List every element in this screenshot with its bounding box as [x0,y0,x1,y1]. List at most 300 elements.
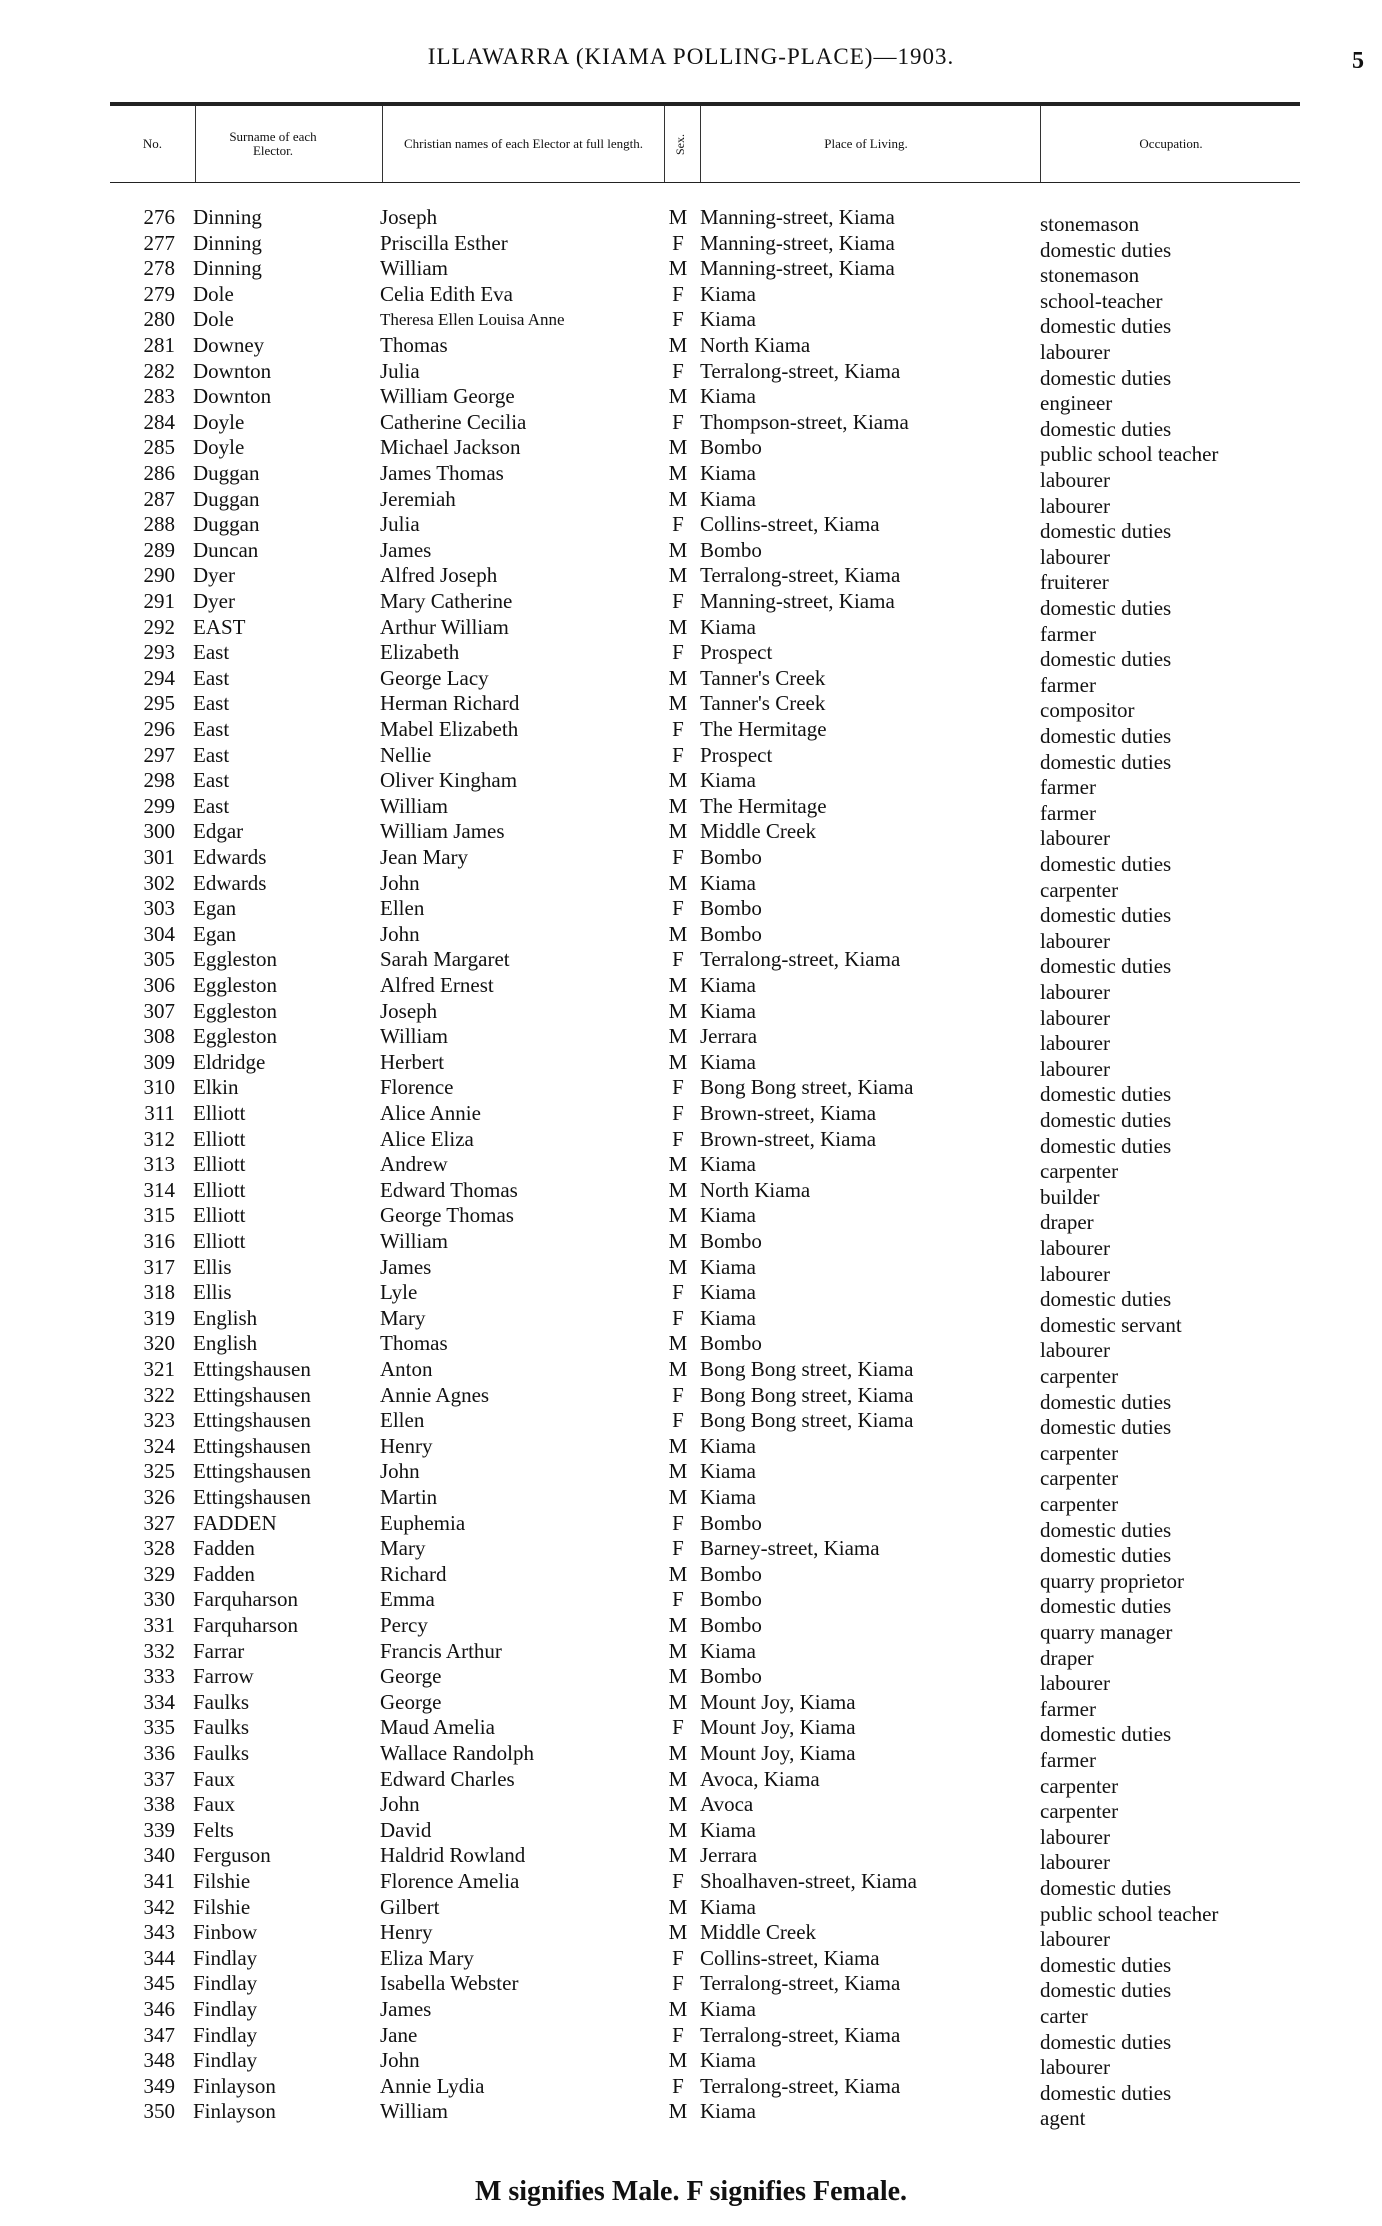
elector-surname: Elkin [193,1075,239,1100]
elector-surname: Elliott [193,1101,246,1125]
elector-row [0,1510,1382,1542]
elector-number: 331 [143,1613,175,1637]
elector-surname: Duncan [193,537,259,562]
elector-sex: M [668,537,688,562]
elector-occupation: domestic duties [1040,596,1172,620]
elector-occupation: carpenter [1040,1773,1119,1798]
elector-place: Kiama [700,1049,756,1074]
elector-sex: M [668,768,688,793]
elector-surname: East [193,742,230,767]
elector-row [0,1741,1382,1772]
header-sex: Sex. [673,133,687,155]
elector-place: Tanner's Creek [700,691,826,716]
elector-sex: M [668,1433,688,1458]
elector-place: Kiama [700,614,756,639]
elector-surname: Dole [193,307,234,332]
elector-number: 299 [143,793,175,818]
elector-christian-names: Sarah Margaret [380,947,510,972]
elector-number: 327 [143,1510,175,1535]
elector-sex: F [672,1101,684,1125]
elector-christian-names: Alfred Ernest [380,973,494,997]
elector-sex: M [668,1843,688,1868]
elector-christian-names: Lyle [380,1280,418,1305]
elector-surname: Eldridge [193,1049,266,1074]
elector-place: Bombo [700,1587,762,1612]
elector-place: Kiama [700,1280,756,1305]
elector-place: Kiama [700,1638,756,1663]
elector-place: Kiama [700,281,756,306]
elector-place: Terralong-street, Kiama [700,947,901,972]
elector-occupation: public school teacher [1040,442,1219,467]
elector-surname: Duggan [193,461,260,485]
elector-place: Kiama [700,768,756,793]
elector-sex: M [668,1152,688,1177]
elector-christian-names: Florence Amelia [380,1869,520,1893]
elector-surname: Finbow [193,1920,258,1945]
elector-christian-names: Henry [380,1433,433,1458]
elector-surname: Farquharson [193,1587,298,1612]
elector-place: Brown-street, Kiama [700,1126,877,1151]
elector-occupation: domestic duties [1040,1082,1172,1107]
elector-place: Kiama [700,1305,756,1330]
elector-row [0,281,1382,313]
elector-christian-names: Annie Agnes [380,1382,490,1407]
elector-christian-names: Alice Eliza [380,1126,474,1151]
elector-number: 294 [143,665,175,690]
elector-number: 341 [143,1869,175,1893]
elector-occupation: domestic duties [1040,724,1172,748]
elector-sex: M [668,665,688,690]
elector-occupation: labourer [1040,928,1110,953]
elector-occupation: domestic duties [1040,1389,1172,1414]
elector-christian-names: James [380,1997,432,2021]
elector-sex: M [668,1203,688,1228]
elector-occupation: stonemason [1040,212,1140,236]
elector-occupation: draper [1040,1210,1094,1235]
elector-surname: Edgar [193,819,244,844]
elector-row [0,614,1382,646]
elector-christian-names: Annie Lydia [380,2073,485,2098]
elector-christian-names: Edward Thomas [380,1177,518,1202]
elector-surname: Doyle [193,435,245,460]
elector-row [0,1280,1382,1312]
elector-place: Avoca, Kiama [700,1766,820,1791]
elector-christian-names: Michael Jackson [380,435,521,460]
elector-sex: M [668,1254,688,1279]
elector-occupation: labourer [1040,493,1110,518]
elector-christian-names: Euphemia [380,1510,466,1535]
elector-sex: F [672,1536,684,1561]
elector-row [0,1229,1382,1260]
elector-surname: Findlay [193,2048,258,2073]
elector-sex: M [668,563,688,588]
elector-number: 302 [143,870,175,895]
elector-place: Bombo [700,1613,762,1637]
elector-row [0,230,1382,262]
elector-place: Kiama [700,1894,756,1919]
elector-number: 321 [143,1357,175,1381]
elector-surname: Findlay [193,2022,258,2047]
elector-number: 344 [143,1945,175,1970]
elector-number: 287 [143,486,175,511]
elector-surname: Elliott [193,1203,246,1228]
elector-sex: F [672,742,684,767]
elector-christian-names: John [380,921,420,946]
elector-number: 320 [143,1331,175,1356]
elector-christian-names: Haldrid Rowland [380,1843,526,1868]
elector-christian-names: Percy [380,1613,428,1637]
elector-place: Mount Joy, Kiama [700,1689,856,1714]
elector-occupation: domestic duties [1040,237,1172,262]
elector-place: Kiama [700,461,756,485]
elector-place: Tanner's Creek [700,665,826,690]
elector-number: 284 [143,409,175,434]
elector-number: 330 [143,1587,175,1612]
elector-row [0,768,1382,800]
elector-occupation: labourer [1040,1056,1110,1081]
elector-occupation: labourer [1040,1005,1110,1030]
elector-place: Prospect [700,742,773,767]
elector-row [0,1843,1382,1875]
elector-sex: F [672,896,684,921]
elector-sex: F [672,1280,684,1305]
elector-sex: M [668,1024,688,1049]
elector-christian-names: William James [380,819,505,844]
elector-sex: M [668,1792,688,1817]
elector-surname: Elliott [193,1152,246,1177]
elector-row [0,1433,1382,1465]
elector-place: Middle Creek [700,1920,817,1945]
elector-place: Collins-street, Kiama [700,512,880,537]
elector-place: Prospect [700,640,773,665]
elector-sex: F [672,281,684,306]
elector-christian-names: Thomas [380,1331,448,1356]
elector-occupation: domestic duties [1040,1133,1172,1158]
elector-place: Kiama [700,307,756,332]
elector-occupation: carpenter [1040,1159,1119,1184]
elector-surname: Farrar [193,1638,245,1663]
elector-sex: F [672,1587,684,1612]
elector-occupation: carter [1040,2004,1088,2028]
elector-occupation: domestic duties [1040,416,1172,441]
elector-sex: M [668,819,688,844]
elector-row [0,1869,1382,1900]
elector-surname: Dinning [193,205,262,229]
elector-christian-names: Francis Arthur [380,1638,502,1663]
elector-occupation: domestic duties [1040,1108,1172,1132]
elector-number: 324 [143,1433,175,1458]
elector-surname: Dyer [193,563,235,588]
elector-occupation: domestic duties [1040,1415,1172,1440]
elector-surname: Egan [193,896,237,921]
elector-number: 280 [143,307,175,332]
elector-christian-names: William [380,1024,448,1049]
elector-surname: Ettingshausen [193,1433,311,1458]
elector-surname: Dinning [193,230,262,255]
elector-row [0,2099,1382,2131]
elector-number: 340 [143,1843,175,1868]
elector-occupation: carpenter [1040,1466,1119,1491]
elector-row [0,1792,1382,1824]
elector-occupation: quarry manager [1040,1620,1173,1644]
elector-place: Bombo [700,845,762,869]
elector-number: 281 [143,333,175,357]
elector-sex: M [668,1049,688,1074]
elector-sex: M [668,1664,688,1689]
elector-place: Bombo [700,1510,762,1535]
elector-surname: Egan [193,921,237,946]
elector-place: Terralong-street, Kiama [700,358,901,383]
elector-place: Kiama [700,1997,756,2021]
elector-surname: Elliott [193,1229,246,1253]
elector-occupation: domestic duties [1040,519,1172,544]
page-number: 5 [1352,48,1364,74]
elector-sex: M [668,614,688,639]
elector-surname: Findlay [193,1997,258,2021]
elector-surname: Duggan [193,486,260,511]
elector-surname: Edwards [193,870,267,895]
elector-row [0,973,1382,1004]
elector-number: 350 [143,2099,175,2124]
elector-number: 318 [143,1280,175,1305]
elector-sex: F [672,1971,684,1996]
elector-sex: F [672,2022,684,2047]
elector-occupation: farmer [1040,1748,1096,1772]
elector-row [0,205,1382,236]
elector-row [0,1613,1382,1644]
elector-surname: Faux [193,1792,235,1817]
elector-surname: Dyer [193,589,235,613]
elector-christian-names: Elizabeth [380,640,460,665]
elector-place: Kiama [700,2048,756,2073]
elector-christian-names: John [380,870,420,895]
elector-christian-names: William [380,2099,448,2124]
elector-number: 285 [143,435,175,460]
elector-row [0,717,1382,748]
elector-sex: M [668,2048,688,2073]
elector-surname: Filshie [193,1869,251,1893]
elector-place: Brown-street, Kiama [700,1101,877,1125]
elector-occupation: farmer [1040,775,1096,800]
elector-number: 326 [143,1485,175,1509]
elector-christian-names: Oliver Kingham [380,768,518,793]
elector-number: 307 [143,998,175,1023]
elector-place: Bombo [700,1229,762,1253]
elector-christian-names: Ellen [380,1408,425,1433]
elector-row [0,1152,1382,1184]
elector-sex: F [672,1126,684,1151]
elector-number: 348 [143,2048,175,2073]
elector-christian-names: Julia [380,358,420,383]
elector-sex: M [668,1485,688,1509]
elector-surname: East [193,691,230,716]
elector-row [0,1408,1382,1440]
elector-number: 316 [143,1229,175,1253]
elector-row [0,461,1382,492]
elector-surname: Faulks [193,1741,250,1765]
elector-sex: M [668,1920,688,1945]
elector-occupation: farmer [1040,1696,1096,1721]
elector-christian-names: Thomas [380,333,448,357]
elector-occupation: domestic servant [1040,1312,1182,1337]
elector-christian-names: Mary Catherine [380,589,513,613]
elector-row [0,1203,1382,1235]
elector-number: 286 [143,461,175,485]
elector-number: 305 [143,947,175,972]
elector-row [0,1126,1382,1158]
elector-occupation: domestic duties [1040,749,1172,774]
elector-place: Bong Bong street, Kiama [700,1357,914,1381]
elector-number: 329 [143,1561,175,1586]
elector-place: Mount Joy, Kiama [700,1715,856,1740]
elector-surname: Eggleston [193,1024,277,1049]
elector-row [0,1459,1382,1491]
elector-row [0,1024,1382,1056]
elector-christian-names: John [380,2048,420,2073]
elector-christian-names: James [380,537,432,562]
elector-number: 292 [143,614,175,639]
elector-number: 333 [143,1664,175,1689]
elector-row [0,1049,1382,1081]
elector-sex: F [672,230,684,255]
elector-surname: Findlay [193,1971,258,1996]
elector-occupation: labourer [1040,1338,1110,1363]
elector-sex: M [668,973,688,997]
elector-christian-names: Joseph [380,998,438,1023]
elector-occupation: labourer [1040,980,1110,1004]
elector-christian-names: John [380,1792,420,1817]
elector-occupation: builder [1040,1184,1100,1209]
elector-place: Manning-street, Kiama [700,230,895,255]
elector-surname: Ferguson [193,1843,271,1868]
elector-place: Bombo [700,896,762,921]
elector-row [0,2048,1382,2080]
elector-christian-names: Jeremiah [380,486,456,511]
elector-place: Kiama [700,1152,756,1177]
elector-sex: M [668,921,688,946]
elector-place: Mount Joy, Kiama [700,1741,856,1765]
elector-christian-names: Isabella Webster [380,1971,519,1996]
elector-place: Manning-street, Kiama [700,205,895,229]
elector-surname: East [193,665,230,690]
elector-sex: M [668,691,688,716]
elector-number: 282 [143,358,175,383]
elector-number: 315 [143,1203,175,1228]
elector-occupation: carpenter [1040,1364,1119,1388]
elector-number: 338 [143,1792,175,1817]
elector-christian-names: Celia Edith Eva [380,281,513,306]
elector-place: Kiama [700,1254,756,1279]
elector-place: Middle Creek [700,819,817,844]
elector-sex: M [668,1177,688,1202]
elector-christian-names: Alice Annie [380,1101,481,1125]
elector-number: 313 [143,1152,175,1177]
header-no: No. [142,136,163,151]
elector-christian-names: Julia [380,512,420,537]
elector-surname: Eggleston [193,947,277,972]
elector-occupation: agent [1040,2106,1086,2131]
elector-row [0,2022,1382,2054]
elector-christian-names: Herbert [380,1049,445,1074]
elector-row [0,1331,1382,1363]
elector-surname: English [193,1305,258,1330]
elector-number: 325 [143,1459,175,1484]
elector-number: 345 [143,1971,175,1996]
elector-number: 291 [143,589,175,613]
elector-occupation: domestic duties [1040,2080,1172,2105]
elector-sex: M [668,1357,688,1381]
elector-surname: East [193,640,230,665]
elector-number: 314 [143,1177,175,1202]
elector-place: Manning-street, Kiama [700,589,895,613]
sex-legend: M signifies Male. F signifies Female. [474,2176,908,2207]
elector-row [0,921,1382,953]
elector-christian-names: Emma [380,1587,435,1612]
elector-number: 335 [143,1715,175,1740]
elector-sex: F [672,845,684,869]
elector-christian-names: Gilbert [380,1894,440,1919]
elector-place: Bombo [700,537,762,562]
elector-number: 347 [143,2022,175,2047]
elector-place: Bombo [700,921,762,946]
elector-number: 278 [143,256,175,281]
elector-surname: Eggleston [193,998,277,1023]
elector-place: Kiama [700,870,756,895]
elector-sex: M [668,793,688,818]
elector-christian-names: Alfred Joseph [380,563,498,588]
elector-occupation: school-teacher [1040,288,1163,313]
elector-occupation: carpenter [1040,1492,1119,1516]
elector-place: Kiama [700,1203,756,1228]
elector-number: 297 [143,742,175,767]
elector-number: 323 [143,1408,175,1433]
elector-row [0,333,1382,364]
elector-surname: Ellis [193,1254,232,1279]
elector-occupation: domestic duties [1040,954,1172,979]
elector-occupation: draper [1040,1645,1094,1670]
elector-sex: M [668,1613,688,1637]
elector-surname: Ettingshausen [193,1357,311,1381]
elector-number: 298 [143,768,175,793]
elector-row [0,1664,1382,1696]
elector-christian-names: Joseph [380,205,438,229]
elector-number: 283 [143,384,175,409]
elector-place: Shoalhaven-street, Kiama [700,1869,917,1893]
elector-christian-names: Theresa Ellen Louisa Anne [380,310,565,330]
elector-christian-names: George Thomas [380,1203,514,1228]
elector-sex: M [668,333,688,357]
elector-occupation: domestic duties [1040,647,1172,672]
elector-christian-names: Arthur William [380,614,509,639]
elector-place: Terralong-street, Kiama [700,2022,901,2047]
elector-christian-names: Priscilla Esther [380,230,508,255]
elector-number: 304 [143,921,175,946]
elector-sex: M [668,435,688,460]
elector-number: 277 [143,230,175,255]
elector-place: Kiama [700,486,756,511]
elector-sex: M [668,384,688,409]
elector-occupation: labourer [1040,340,1110,364]
elector-place: North Kiama [700,1177,811,1202]
elector-sex: M [668,1766,688,1791]
elector-occupation: labourer [1040,1671,1110,1696]
elector-occupation: farmer [1040,672,1096,697]
elector-place: Kiama [700,1459,756,1484]
elector-sex: F [672,307,684,332]
header-place: Place of Living. [700,106,1031,182]
elector-occupation: labourer [1040,1261,1110,1286]
elector-occupation: domestic duties [1040,1876,1172,1900]
